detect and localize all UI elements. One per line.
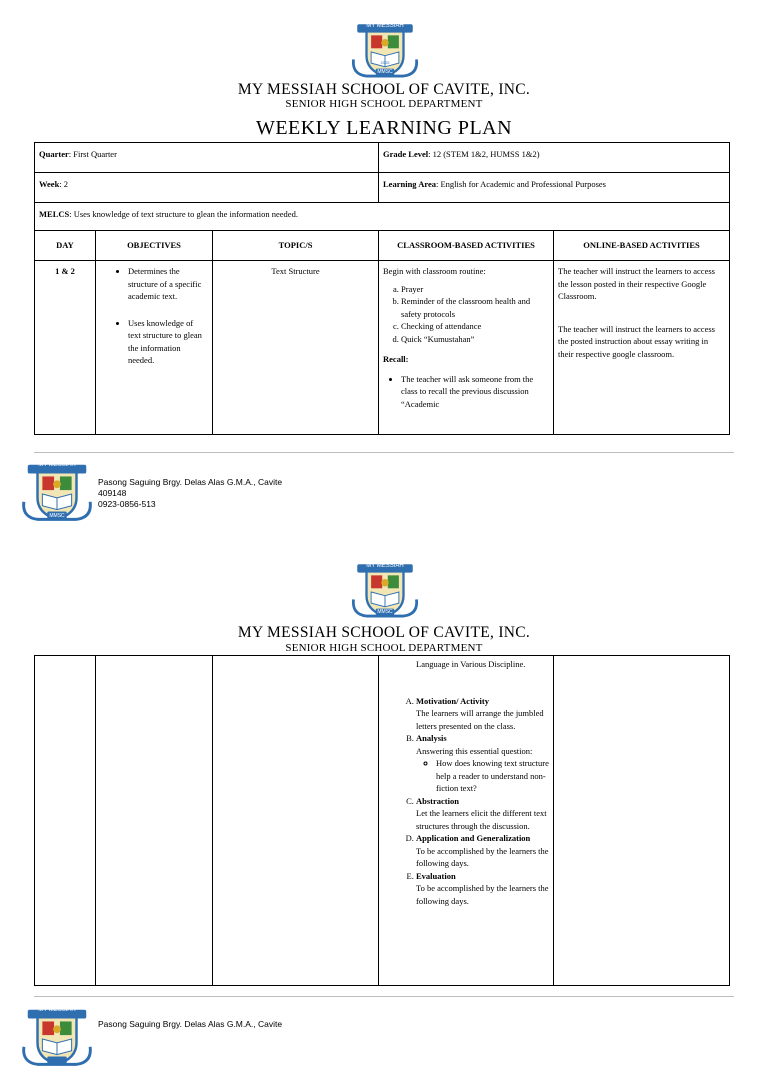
melcs-value: : Uses knowledge of text structure to glean the information needed. bbox=[69, 209, 298, 219]
melcs-cell bbox=[35, 203, 730, 231]
grade-cell bbox=[379, 143, 730, 173]
step-item bbox=[416, 732, 549, 795]
step-text: Answering this essential question: bbox=[416, 745, 533, 756]
objectives-cell bbox=[96, 261, 213, 435]
weekly-plan-table-continued bbox=[34, 655, 730, 986]
topic-cell bbox=[213, 656, 379, 986]
step-title: D. Application and Generalization bbox=[416, 833, 531, 843]
day-cell: 1 & 2 bbox=[35, 261, 96, 435]
step-item bbox=[416, 832, 549, 870]
topic-cell: Text Structure bbox=[213, 261, 379, 435]
step-item bbox=[416, 695, 549, 733]
school-name: MY MESSIAH SCHOOL OF CAVITE, INC. bbox=[237, 81, 531, 98]
logo-bottom-text: MMSC bbox=[377, 69, 393, 75]
week-cell bbox=[35, 173, 379, 203]
logo-top-text: MY MESSIAH bbox=[38, 462, 76, 468]
learning-area-value: : English for Academic and Professional Purposes bbox=[435, 179, 606, 189]
school-seal-logo bbox=[348, 562, 422, 622]
day-cell bbox=[35, 656, 96, 986]
step-bullet: ◦ How does knowing text structure help a reader to understand non-fiction text? bbox=[436, 757, 549, 795]
footer-address-block bbox=[98, 477, 282, 510]
week-value: : 2 bbox=[59, 179, 69, 189]
logo-top-text: MY MESSIAH bbox=[366, 23, 404, 29]
quarter-value: : First Quarter bbox=[68, 149, 117, 159]
weekly-plan-table bbox=[34, 142, 730, 435]
footer-code: 409148 bbox=[98, 488, 127, 498]
step-title: A. Motivation/ Activity bbox=[416, 695, 489, 706]
department-name: SENIOR HIGH SCHOOL DEPARTMENT bbox=[285, 642, 483, 654]
recall-label: Recall: bbox=[383, 354, 409, 364]
classroom-activities-cell bbox=[379, 656, 554, 986]
logo-bottom-text: MMSC bbox=[377, 609, 393, 615]
objectives-cell bbox=[96, 656, 213, 986]
learning-area-label: Learning Area bbox=[383, 179, 436, 189]
footer-phone: 0923-0856-513 bbox=[98, 499, 156, 509]
step-text: The learners will arrange the jumbled letters presented on the class. bbox=[416, 708, 544, 731]
logo-top-text: MY MESSIAH bbox=[366, 563, 404, 569]
routine-item: a. Prayer bbox=[401, 283, 549, 296]
plan-title: WEEKLY LEARNING PLAN bbox=[255, 117, 513, 139]
online-activities-cell bbox=[554, 261, 730, 435]
step-title: B. Analysis bbox=[416, 733, 447, 743]
footer-logo bbox=[18, 1006, 96, 1072]
footer-address-partial: Pasong Saguing Brgy. Delas Alas G.M.A., Cavite bbox=[98, 1019, 283, 1029]
continuation-text: Language in Various Discipline. bbox=[416, 659, 526, 669]
routine-intro: Begin with classroom routine: bbox=[383, 266, 486, 276]
objective-item: • Determines the structure of a specific academic text. bbox=[128, 265, 208, 303]
footer-address: Pasong Saguing Brgy. Delas Alas G.M.A., Cavite bbox=[98, 477, 283, 487]
footer-logo bbox=[18, 461, 96, 527]
routine-item: b. Reminder of the classroom health and safety protocols bbox=[401, 295, 549, 320]
step-item bbox=[416, 795, 549, 833]
routine-item: c. Checking of attendance bbox=[401, 320, 549, 333]
column-header-day: DAY bbox=[35, 231, 96, 261]
footer-separator bbox=[34, 996, 734, 997]
online-item: The teacher will instruct the learners to access the posted instruction about essay writing in their respective google classroom. bbox=[558, 323, 715, 359]
column-header-online: ONLINE-BASED ACTIVITIES bbox=[554, 231, 730, 261]
step-item bbox=[416, 870, 549, 908]
school-name: MY MESSIAH SCHOOL OF CAVITE, INC. bbox=[237, 624, 531, 641]
routine-item: d. Quick “Kumustahan” bbox=[401, 333, 549, 346]
column-header-classroom: CLASSROOM-BASED ACTIVITIES bbox=[379, 231, 554, 261]
footer-separator bbox=[34, 452, 734, 453]
quarter-cell bbox=[35, 143, 379, 173]
grade-value: : 12 (STEM 1&2, HUMSS 1&2) bbox=[428, 149, 540, 159]
school-seal-logo bbox=[348, 22, 422, 82]
melcs-label: MELCS bbox=[39, 209, 70, 219]
logo-bottom-text: MMSC bbox=[49, 513, 65, 519]
learning-area-cell bbox=[379, 173, 730, 203]
step-title: C. Abstraction bbox=[416, 795, 459, 806]
objective-item: • Uses knowledge of text structure to glean the information needed. bbox=[128, 317, 208, 367]
step-text: To be accomplished by the learners the following days. bbox=[416, 845, 549, 868]
step-title: E. Evaluation bbox=[416, 870, 456, 881]
classroom-activities-cell bbox=[379, 261, 554, 435]
step-text: To be accomplished by the learners the following days. bbox=[416, 883, 549, 906]
online-item: The teacher will instruct the learners to access the lesson posted in their respective Google Classroom. bbox=[558, 266, 715, 301]
recall-item: • The teacher will ask someone from the class to recall the previous discussion “Academic bbox=[401, 373, 549, 411]
week-label: Week bbox=[39, 179, 60, 189]
logo-year-text: 2005 bbox=[380, 60, 390, 65]
grade-label: Grade Level bbox=[383, 149, 429, 159]
department-name: SENIOR HIGH SCHOOL DEPARTMENT bbox=[285, 98, 483, 110]
quarter-label: Quarter bbox=[39, 149, 69, 159]
step-text: Let the learners elicit the different text structures through the discussion. bbox=[416, 808, 547, 831]
column-header-objectives: OBJECTIVES bbox=[96, 231, 213, 261]
column-header-topics: TOPIC/S bbox=[213, 231, 379, 261]
online-activities-cell bbox=[554, 656, 730, 986]
logo-top-text: MY MESSIAH bbox=[38, 1007, 76, 1013]
